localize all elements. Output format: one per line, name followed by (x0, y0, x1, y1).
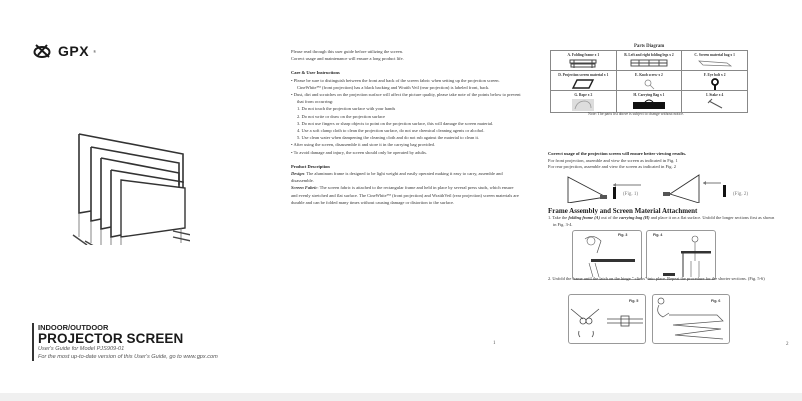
viewer-bottom-edge (0, 393, 802, 401)
care-bullet: • Dust, dirt and scratches on the projection surface will affect the picture quality, please take note of the points below to prevent that from occurring: (291, 92, 521, 105)
care-step: 1. Do not touch the projection surface with your hands (297, 106, 396, 112)
intro-line: Correct usage and maintenance will ensure a long product life. (291, 56, 404, 62)
frame-assembly-heading: Frame Assembly and Screen Material Attachment (548, 207, 698, 215)
fig4-box (646, 230, 716, 280)
care-bullet: • To avoid damage and injury, the screen should only be operated by adults. (291, 149, 427, 155)
part-cell: E. Knob screw x 2 (616, 71, 682, 91)
unfolding-frame-illustration (573, 231, 642, 280)
cover-kicker: INDOOR/OUTDOOR (38, 323, 109, 332)
cover-title-block (32, 323, 218, 361)
eye-bolt-icon (710, 78, 720, 90)
design-paragraph: Design: The aluminum frame is designed to be light weight and easily operated making it easy to carry, assemble and disassemble. (291, 171, 503, 184)
parts-diagram-table (550, 50, 748, 113)
cover-website-note: For the most up-to-date version of this User's Guide, go to www.gpx.com (38, 353, 218, 360)
gpx-logo-icon (33, 43, 55, 59)
rope-icon (571, 98, 595, 112)
cover-title: PROJECTOR SCREEN (38, 331, 184, 346)
fig5-label: Fig. 5 (629, 299, 639, 303)
fig3-label: Fig. 3 (618, 233, 628, 237)
page-2 (536, 0, 802, 401)
screen-material-icon (571, 78, 595, 90)
knob-screw-icon (643, 78, 655, 90)
gpx-logo (33, 43, 96, 59)
part-cell: C. Screen material bag x 1 (682, 51, 748, 71)
fig4-label: Fig. 4 (653, 233, 663, 237)
page-1-body (291, 48, 521, 206)
fig6-box (652, 294, 730, 344)
parts-diagram-title: Parts Diagram (634, 44, 665, 49)
standing-frame-illustration (647, 231, 716, 280)
fig3-box (572, 230, 642, 280)
product-description-heading: Product Description (291, 163, 330, 169)
brand-name: GPX (58, 43, 90, 59)
care-bullet: • After using the screen, disassemble it and store it in the carrying bag provided. (291, 142, 436, 148)
part-cell: D. Projection screen material x 1 (551, 71, 617, 91)
usage-heading: Correct usage of the projection screen will ensure better viewing results. (548, 151, 687, 156)
projector-screen-illustration (55, 125, 190, 245)
fig6-label: Fig. 6 (711, 299, 721, 303)
fabric-paragraph: Screen Fabric: The screen fabric is attached to the rectangular frame and held in place by several press studs, which ensure and evenly stretched and flat surface. The CineWhite™ (front projection) and WraithVeil (rear projection) screen materials are durable and can be folded many times without causing damage or distortion to the surface. (291, 185, 519, 205)
cover-model: User's Guide for Model PJS909-01 (38, 346, 125, 352)
usage-section (548, 151, 788, 171)
care-step: 3. Do not use fingers or sharp objects to point on the projection surface, this will damage the screen material. (297, 120, 494, 126)
assembly-step-1: 1. Take the folding frame (A) out of the carrying bag (H) and place it on a flat surface. Unfold the longer sections first as shown in Fig. 3-4. (548, 215, 775, 227)
folding-frame-icon (568, 58, 598, 70)
material-bag-icon (697, 58, 733, 68)
care-bullet: • Please be sure to distinguish between the front and back of the screen fabric when setting up the projection screen. CineWhite™ (front projection) has a black backing and Wraith Veil (rear projection) is labeled front, back. (291, 77, 500, 90)
care-heading: Care & User Instructions (291, 70, 340, 76)
carrying-bag-icon (631, 98, 667, 110)
assembly-step-2: 2. Unfold the frame until the latch on the hinge " clicks" into place. Repeat the procedure for the shorter sections. (Fig. 5-6) (548, 276, 765, 281)
part-cell: A. Folding frame x 1 (551, 51, 617, 71)
part-cell: G. Rope x 2 (551, 91, 617, 113)
fig2-label: (Fig. 2) (733, 192, 748, 197)
part-cell: F. Eye bolt x 2 (682, 71, 748, 91)
page-1 (268, 0, 536, 401)
page-number: 1 (493, 341, 496, 346)
usage-line: For rear projection, assemble and view the screen as indicated in Fig. 2 (548, 164, 676, 169)
page-number: 2 (786, 342, 789, 347)
fig1-label: (Fig. 1) (623, 192, 638, 197)
care-step: 2. Do not write or draw on the projection surface (297, 113, 385, 119)
parts-note: Note: The parts list above is subject to change without notice. (588, 112, 684, 116)
part-cell: H. Carrying Bag x 1 (616, 91, 682, 113)
cover-page (0, 0, 268, 401)
part-cell: I. Stake x 4 (682, 91, 748, 113)
intro-line: Please read through this user guide before utilizing the screen. (291, 49, 403, 54)
registered-mark: ® (93, 48, 97, 54)
part-cell: B. Left and right folding legs x 2 (616, 51, 682, 71)
care-step: 4. Use a soft clamp cloth to clean the projection surface, do not use chemical cleaning agents or alcohol. (297, 128, 485, 134)
usage-line: For front projection, assemble and view the screen as indicated in Fig. 1 (548, 157, 678, 163)
fig5-box (568, 294, 646, 344)
rear-projection-figure (661, 173, 781, 203)
folding-legs-icon (629, 58, 669, 68)
stake-icon (705, 98, 725, 110)
care-step: 5. Use clean water when dampening the cleaning cloth and do not rub against the material to clean it. (297, 135, 479, 141)
